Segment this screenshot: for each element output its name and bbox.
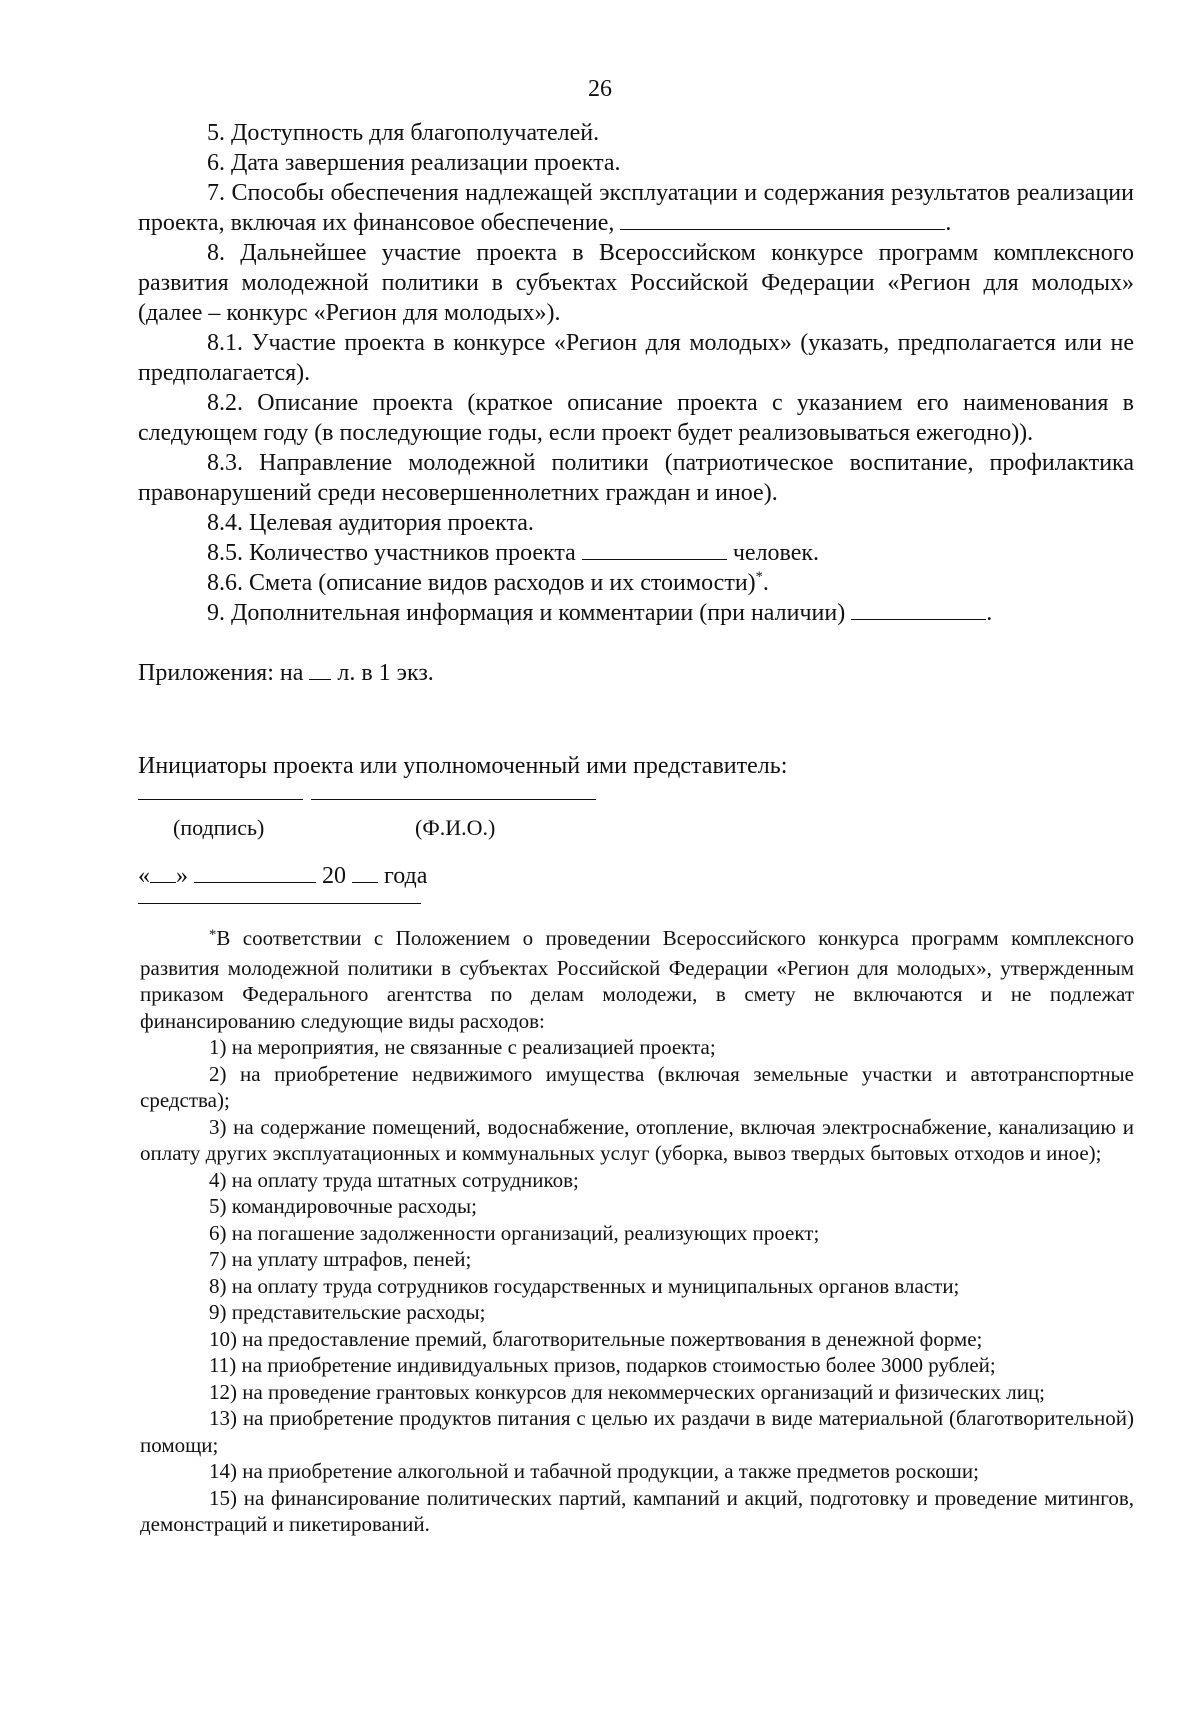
footnote-list-item: 2) на приобретение недвижимого имущества (включая земельные участки и автотранспортные средства); [140,1061,1134,1112]
footnote-marker: * [209,927,217,943]
form-item-tail: . [986,600,993,626]
form-item-text: 8. Дальнейшее участие проекта в Всероссийском конкурсе программ комплексного развития молодежной политики в субъектах Российской Федерации «Регион для молодых» (далее – конкурс «Регион для молодых»). [138,240,1134,326]
footnote-list-item: 15) на финансирование политических партий, кампаний и акций, подготовку и проведение митингов, демонстраций и пикетирований. [140,1485,1134,1536]
form-item-text: 6. Дата завершения реализации проекта. [207,150,621,176]
attachments-count-blank [309,659,331,680]
numbered-items [138,118,1134,628]
fill-in-blank [582,539,727,560]
year-blank [352,862,378,883]
footnote-list-item: 12) на проведение грантовых конкурсов для некоммерческих организаций и физических лиц; [209,1379,1046,1404]
date-suffix: года [378,863,428,889]
footnote-list-item: 14) на приобретение алкогольной и табачной продукции, а также предметов роскоши; [209,1459,979,1483]
date-line [138,861,1134,891]
footnote-list-item: 5) командировочные расходы; [209,1194,477,1218]
signature-title: Инициаторы проекта или уполномоченный ими представитель: [138,753,788,779]
footnote-separator [138,903,421,904]
form-item-text: 5. Доступность для благополучателей. [207,120,600,146]
form-item [138,598,1134,628]
form-item [138,238,1134,328]
footnote-intro-text: В соответствии с Положением о проведении Всероссийского конкурса программ комплексного развития молодежной политики в субъектах Российской Федерации «Регион для молодых», утвержденным приказом Федерального агентства по делам молодежи, в смету не включаются и не подлежат финансированию следующие виды расходов: [140,926,1134,1033]
form-item [138,148,1134,178]
footnote-list-item: 11) на приобретение индивидуальных призов, подарков стоимостью более 3000 рублей; [209,1353,996,1377]
footnote-list-item: 8) на оплату труда сотрудников государственных и муниципальных органов власти; [209,1273,960,1298]
form-item-text: 8.2. Описание проекта (краткое описание проекта с указанием его наименования в следующем году (в последующие годы, если проект будет реализовываться ежегодно)). [138,390,1134,446]
footnote-list-item: 13) на приобретение продуктов питания с целью их раздачи в виде материальной (благотворительной) помощи; [140,1406,1134,1457]
attachments-suffix: л. в 1 экз. [331,660,434,686]
form-item [138,538,1134,568]
fill-in-blank [851,599,986,620]
footnote-list-item: 6) на погашение задолженности организаций, реализующих проект; [209,1220,820,1245]
form-item-text: 8.5. Количество участников проекта [207,540,582,566]
signature-lines [138,787,1134,819]
attachments-prefix: Приложения: на [138,660,310,686]
form-item [138,118,1134,148]
signature-blank [138,799,303,800]
name-blank [311,799,596,800]
form-item-text: 8.4. Целевая аудитория проекта. [207,510,534,536]
footnote-reference: * [755,569,763,585]
name-caption: (Ф.И.О.) [415,815,496,840]
form-item [138,568,1134,598]
day-blank [150,862,176,883]
form-item-text: 7. Способы обеспечения надлежащей эксплуатации и содержания результатов реализации проекта, включая их финансовое обеспечение, [138,180,1134,236]
footnote-list-item: 4) на оплату труда штатных сотрудников; [209,1167,579,1192]
form-item-tail: человек. [726,540,820,566]
date-quote-close: » [176,863,188,889]
footnote-list-item: 7) на уплату штрафов, пеней; [209,1247,472,1271]
form-body [138,118,1134,904]
footnote-list-item: 9) представительские расходы; [209,1300,486,1324]
footnote-intro [140,925,1134,1034]
signature-caption: (подпись) [173,815,265,840]
month-blank [194,862,316,883]
fill-in-blank [620,209,945,230]
form-item-tail: . [762,570,769,596]
date-year-prefix: 20 [316,863,352,889]
signature-captions [138,815,1134,851]
form-item-text: 8.3. Направление молодежной политики (патриотическое воспитание, профилактика правонарушений среди несовершеннолетних граждан и иное). [138,450,1134,506]
form-item [138,178,1134,238]
form-item [138,328,1134,388]
form-item-tail: . [945,210,952,236]
form-item [138,508,1134,538]
form-item-text: 8.6. Смета (описание видов расходов и их стоимости) [207,570,756,596]
footnote [140,925,1134,1538]
spacer [138,628,1134,658]
footnote-list-item: 3) на содержание помещений, водоснабжение, отопление, включая электроснабжение, канализацию и оплату других эксплуатационных и коммунальных услуг (уборка, вывоз твердых бытовых отходов и иное); [140,1114,1134,1165]
attachments-line [138,658,1134,688]
form-item-text: 9. Дополнительная информация и комментарии (при наличии) [207,600,852,626]
footnote-list-item: 1) на мероприятия, не связанные с реализацией проекта; [209,1035,716,1059]
date-quote-open: « [138,863,150,889]
form-item [138,388,1134,448]
form-item-text: 8.1. Участие проекта в конкурсе «Регион для молодых» (указать, предполагается или не предполагается). [138,330,1134,386]
page-number: 26 [588,76,612,102]
footnote-list-item: 10) на предоставление премий, благотворительные пожертвования в денежной форме; [209,1326,983,1351]
form-item [138,448,1134,508]
footnote-items [140,1034,1134,1538]
